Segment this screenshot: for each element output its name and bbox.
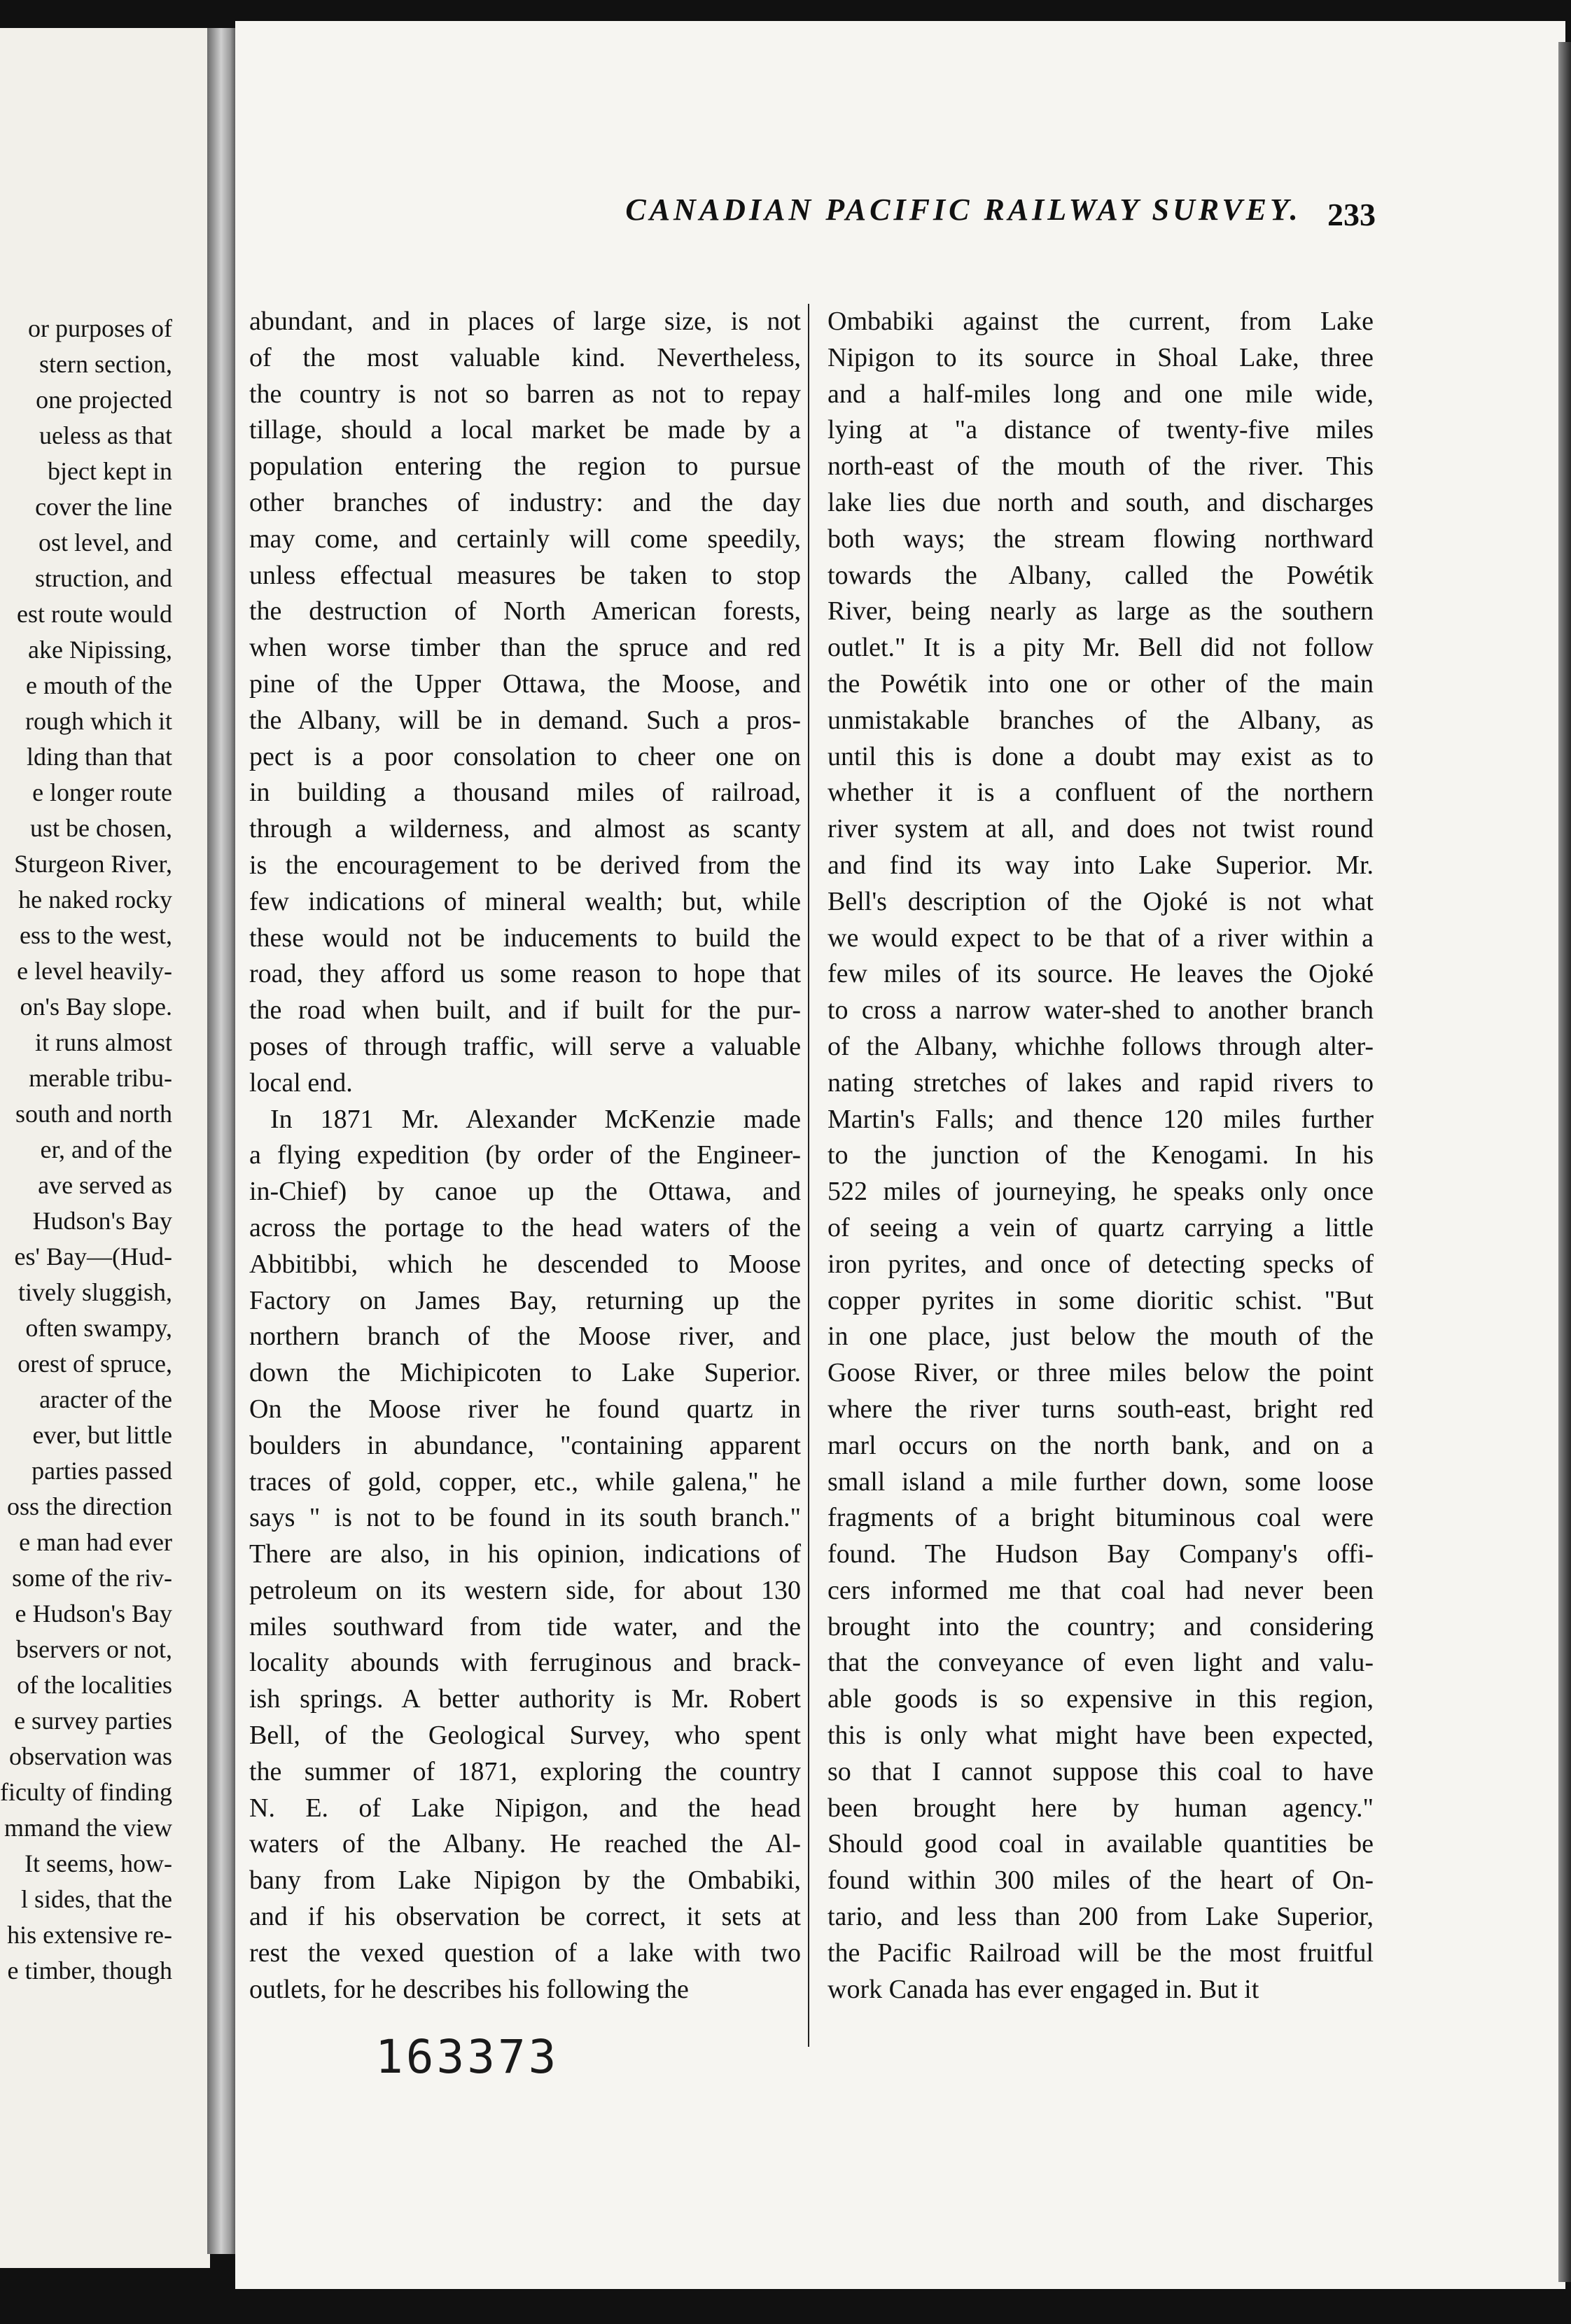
text-line: ish springs. A better authority is Mr. Robert xyxy=(249,1684,801,1714)
text-line: in building a thousand miles of railroad, xyxy=(249,778,801,808)
text-line: Nipigon to its source in Shoal Lake, three xyxy=(828,342,1374,372)
left-fragment-line: cover the line xyxy=(35,493,172,521)
left-fragment-line: parties passed xyxy=(32,1457,172,1485)
left-fragment-line: it runs almost xyxy=(35,1028,172,1056)
left-fragment-line: mmand the view xyxy=(4,1814,172,1842)
left-fragment-line: Sturgeon River, xyxy=(14,850,172,878)
left-fragment-line: tively sluggish, xyxy=(18,1278,172,1306)
text-line: the destruction of North American forests, xyxy=(249,596,801,626)
text-line: when worse timber than the spruce and red xyxy=(249,633,801,663)
text-line: Ombabiki against the current, from Lake xyxy=(828,307,1374,336)
text-line: the Powétik into one or other of the main xyxy=(828,668,1374,699)
left-fragment-line: e mouth of the xyxy=(26,671,172,699)
left-fragment-line: rough which it xyxy=(25,707,172,735)
text-line: in-Chief) by canoe up the Ottawa, and xyxy=(249,1177,801,1207)
left-fragment-line: e survey parties xyxy=(14,1707,172,1735)
text-line: unmistakable branches of the Albany, as xyxy=(828,705,1374,735)
text-line: cers informed me that coal had never been xyxy=(828,1575,1374,1605)
text-line: marl occurs on the north bank, and on a xyxy=(828,1430,1374,1460)
text-line: we would expect to be that of a river within a xyxy=(828,923,1374,953)
text-line: Should good coal in available quantities be xyxy=(828,1829,1374,1859)
text-line: this is only what might have been expected, xyxy=(828,1721,1374,1751)
running-head-title: CANADIAN PACIFIC RAILWAY SURVEY. xyxy=(625,192,1301,227)
text-line: outlets, for he describes his following the xyxy=(249,1974,689,2004)
text-line: boulders in abundance, "containing apparent xyxy=(249,1430,801,1460)
left-fragment-line: observation was xyxy=(9,1742,172,1770)
text-line: where the river turns south-east, bright red xyxy=(828,1394,1374,1424)
text-line: is the encouragement to be derived from the xyxy=(249,850,801,880)
text-line: so that I cannot suppose this coal to have xyxy=(828,1756,1374,1786)
text-line: On the Moose river he found quartz in xyxy=(249,1394,801,1424)
left-fragment-line: es' Bay—(Hud- xyxy=(14,1242,172,1270)
text-line: in one place, just below the mouth of the xyxy=(828,1322,1374,1352)
text-line: of the most valuable kind. Nevertheless, xyxy=(249,342,801,372)
left-fragment-line: ust be chosen, xyxy=(30,814,172,842)
text-line: that the conveyance of even light and valu- xyxy=(828,1648,1374,1678)
text-line: Martin's Falls; and thence 120 miles further xyxy=(828,1104,1374,1134)
left-fragment-line: he naked rocky xyxy=(18,886,172,913)
text-line: unless effectual measures be taken to stop xyxy=(249,560,801,590)
left-fragment-line: e level heavily- xyxy=(17,957,172,985)
text-line: the summer of 1871, exploring the country xyxy=(249,1756,801,1786)
left-fragment-line: lding than that xyxy=(27,743,172,771)
text-line: pect is a poor consolation to cheer one on xyxy=(249,741,801,771)
text-line: and find its way into Lake Superior. Mr. xyxy=(828,850,1374,880)
text-line: other branches of industry: and the day xyxy=(249,487,801,517)
text-line: few miles of its source. He leaves the Ojoké xyxy=(828,959,1374,989)
left-fragment-line: struction, and xyxy=(35,564,172,592)
text-line: locality abounds with ferruginous and brack- xyxy=(249,1648,801,1678)
text-line: tario, and less than 200 from Lake Superior, xyxy=(828,1902,1374,1932)
text-line: copper pyrites in some dioritic schist. "But xyxy=(828,1285,1374,1315)
text-line: population entering the region to pursue xyxy=(249,451,801,482)
left-fragment-line: est route would xyxy=(17,600,172,628)
text-line: down the Michipicoten to Lake Superior. xyxy=(249,1358,801,1388)
left-fragment-line: er, and of the xyxy=(40,1135,172,1163)
left-fragment-line: his extensive re- xyxy=(7,1921,172,1949)
left-fragment-line: e man had ever xyxy=(19,1528,172,1556)
left-fragment-line: e Hudson's Bay xyxy=(15,1600,172,1628)
text-line: Factory on James Bay, returning up the xyxy=(249,1285,801,1315)
left-fragment-line: ueless as that xyxy=(39,421,172,449)
text-line: of the Albany, whichhe follows through alter- xyxy=(828,1031,1374,1061)
text-line: both ways; the stream flowing northward xyxy=(828,524,1374,554)
left-fragment-line: often swampy, xyxy=(25,1314,172,1342)
left-fragment-line: of the localities xyxy=(17,1671,172,1699)
page-edge-shadow xyxy=(1558,42,1571,2282)
text-line: fragments of a bright bituminous coal were xyxy=(828,1503,1374,1533)
text-line: small island a mile further down, some loose xyxy=(828,1466,1374,1497)
text-line: whether it is a confluent of the northern xyxy=(828,778,1374,808)
left-fragment-line: e longer route xyxy=(32,778,172,806)
text-line: found within 300 miles of the heart of On- xyxy=(828,1865,1374,1896)
text-line: towards the Albany, called the Powétik xyxy=(828,560,1374,590)
text-line: and if his observation be correct, it sets at xyxy=(249,1902,801,1932)
text-line: the Pacific Railroad will be the most fruitful xyxy=(828,1938,1374,1968)
left-fragment-line: ficulty of finding xyxy=(0,1778,172,1806)
left-fragment-line: ake Nipissing, xyxy=(28,636,172,664)
left-fragment-line: bject kept in xyxy=(48,457,172,485)
left-fragment-line: Hudson's Bay xyxy=(32,1207,172,1235)
left-fragment-line: stern section, xyxy=(39,350,172,378)
text-line: waters of the Albany. He reached the Al- xyxy=(249,1829,801,1859)
left-fragment-line: bservers or not, xyxy=(16,1635,172,1663)
text-line: the country is not so barren as not to repay xyxy=(249,379,801,409)
book-gutter xyxy=(207,28,238,2254)
left-fragment-line: one projected xyxy=(36,386,172,414)
left-fragment-line: ave served as xyxy=(38,1171,172,1199)
text-line: says " is not to be found in its south branch." xyxy=(249,1503,801,1533)
left-facing-page xyxy=(0,28,210,2268)
left-fragment-line: some of the riv- xyxy=(12,1564,172,1592)
text-line: abundant, and in places of large size, is not xyxy=(249,307,801,336)
left-fragment-line: e timber, though xyxy=(7,1956,172,1984)
text-line: few indications of mineral wealth; but, while xyxy=(249,886,801,916)
text-line: petroleum on its western side, for about 130 xyxy=(249,1575,801,1605)
running-head xyxy=(235,192,1565,241)
text-line: may come, and certainly will come speedily, xyxy=(249,524,801,554)
text-line: been brought here by human agency." xyxy=(828,1793,1374,1823)
left-fragment-line: on's Bay slope. xyxy=(20,993,172,1021)
accession-number-stamp: 163373 xyxy=(375,2030,559,2084)
text-line: N. E. of Lake Nipigon, and the head xyxy=(249,1793,801,1823)
text-line: road, they afford us some reason to hope that xyxy=(249,959,801,989)
text-line: a flying expedition (by order of the Engineer- xyxy=(249,1140,801,1170)
text-line: In 1871 Mr. Alexander McKenzie made xyxy=(270,1104,801,1134)
text-line: traces of gold, copper, etc., while galena," he xyxy=(249,1466,801,1497)
text-line: tillage, should a local market be made by a xyxy=(249,415,801,445)
text-line: pine of the Upper Ottawa, the Moose, and xyxy=(249,668,801,699)
text-line: northern branch of the Moose river, and xyxy=(249,1322,801,1352)
text-line: 522 miles of journeying, he speaks only once xyxy=(828,1177,1374,1207)
text-line: River, being nearly as large as the southern xyxy=(828,596,1374,626)
left-fragment-line: oss the direction xyxy=(7,1492,172,1520)
text-line: brought into the country; and considering xyxy=(828,1611,1374,1642)
text-line: river system at all, and does not twist round xyxy=(828,814,1374,844)
left-fragment-line: ost level, and xyxy=(39,528,172,556)
middle-text-column xyxy=(249,304,801,2008)
text-line: Bell, of the Geological Survey, who spent xyxy=(249,1721,801,1751)
text-line: to the junction of the Kenogami. In his xyxy=(828,1140,1374,1170)
left-page-text-fragment xyxy=(0,311,172,1989)
text-line: the Albany, will be in demand. Such a pros- xyxy=(249,705,801,735)
text-line: to cross a narrow water-shed to another branch xyxy=(828,995,1374,1026)
text-line: until this is done a doubt may exist as to xyxy=(828,741,1374,771)
text-line: through a wilderness, and almost as scanty xyxy=(249,814,801,844)
text-line: found. The Hudson Bay Company's offi- xyxy=(828,1539,1374,1569)
main-page xyxy=(235,21,1565,2289)
text-line: of seeing a vein of quartz carrying a little xyxy=(828,1212,1374,1242)
text-line: lying at "a distance of twenty-five miles xyxy=(828,415,1374,445)
left-fragment-line: ever, but little xyxy=(32,1421,172,1449)
left-fragment-line: orest of spruce, xyxy=(18,1350,172,1378)
text-line: poses of through traffic, will serve a valuable xyxy=(249,1031,801,1061)
text-line: across the portage to the head waters of the xyxy=(249,1212,801,1242)
text-line: north-east of the mouth of the river. This xyxy=(828,451,1374,482)
left-fragment-line: south and north xyxy=(15,1100,172,1128)
text-line: Goose River, or three miles below the point xyxy=(828,1358,1374,1388)
text-line: Bell's description of the Ojoké is not what xyxy=(828,886,1374,916)
right-text-column xyxy=(828,304,1374,2008)
left-fragment-line: aracter of the xyxy=(39,1385,172,1413)
text-line: able goods is so expensive in this region, xyxy=(828,1684,1374,1714)
text-line: nating stretches of lakes and rapid rivers to xyxy=(828,1068,1374,1098)
text-line: lake lies due north and south, and discharges xyxy=(828,487,1374,517)
left-fragment-line: ess to the west, xyxy=(20,921,172,949)
page-number: 233 xyxy=(1327,197,1376,232)
text-line: these would not be inducements to build the xyxy=(249,923,801,953)
text-line: Abbitibbi, which he descended to Moose xyxy=(249,1249,801,1279)
left-fragment-line: merable tribu- xyxy=(29,1064,172,1092)
left-fragment-line: l sides, that the xyxy=(21,1885,172,1913)
text-line: local end. xyxy=(249,1068,353,1098)
left-fragment-line: or purposes of xyxy=(28,314,172,342)
text-line: There are also, in his opinion, indications of xyxy=(249,1539,801,1569)
text-line: and a half-miles long and one mile wide, xyxy=(828,379,1374,409)
text-line: work Canada has ever engaged in. But it xyxy=(828,1974,1259,2004)
text-line: iron pyrites, and once of detecting specks of xyxy=(828,1249,1374,1279)
column-divider xyxy=(808,304,809,2047)
left-fragment-line: It seems, how- xyxy=(25,1849,172,1877)
text-line: rest the vexed question of a lake with two xyxy=(249,1938,801,1968)
text-line: bany from Lake Nipigon by the Ombabiki, xyxy=(249,1865,801,1896)
text-line: the road when built, and if built for the pur- xyxy=(249,995,801,1026)
text-line: miles southward from tide water, and the xyxy=(249,1611,801,1642)
text-line: outlet." It is a pity Mr. Bell did not follow xyxy=(828,633,1374,663)
